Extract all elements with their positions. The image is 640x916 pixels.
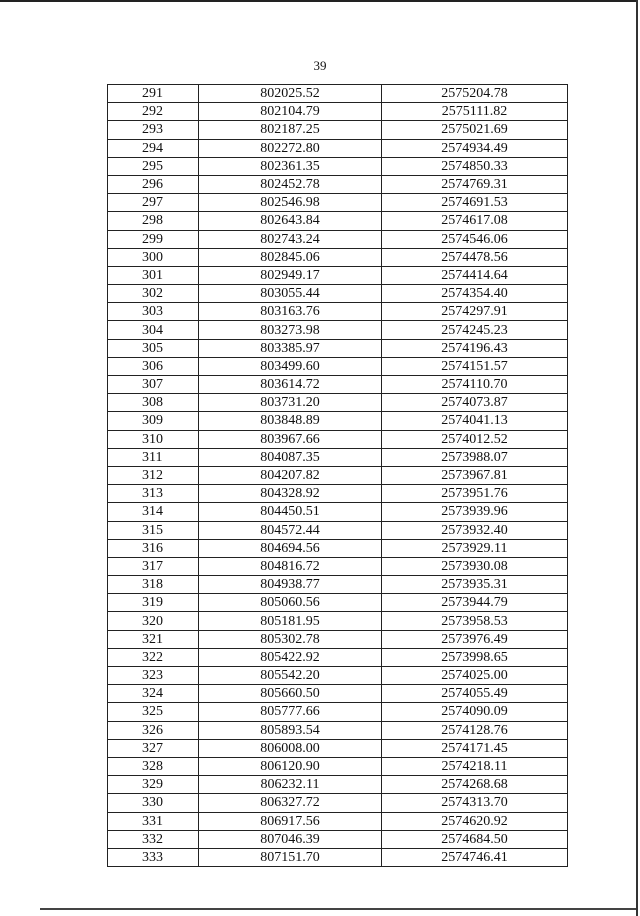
x-coordinate-cell: 807046.39 [199,830,382,848]
y-coordinate-cell: 2573929.11 [382,539,568,557]
point-number-cell: 323 [108,667,199,685]
table-row [108,339,568,357]
x-coordinate-cell: 804328.92 [199,485,382,503]
table-row [108,576,568,594]
y-coordinate-cell: 2574617.08 [382,212,568,230]
point-number-cell: 321 [108,630,199,648]
y-coordinate-cell: 2574055.49 [382,685,568,703]
table-row [108,739,568,757]
x-coordinate-cell: 804694.56 [199,539,382,557]
x-coordinate-cell: 803614.72 [199,376,382,394]
x-coordinate-cell: 802743.24 [199,230,382,248]
y-coordinate-cell: 2574268.68 [382,776,568,794]
y-coordinate-cell: 2573939.96 [382,503,568,521]
point-number-cell: 298 [108,212,199,230]
y-coordinate-cell: 2574313.70 [382,794,568,812]
x-coordinate-cell: 803385.97 [199,339,382,357]
x-coordinate-cell: 803499.60 [199,357,382,375]
table-row [108,830,568,848]
table-row [108,121,568,139]
table-row [108,503,568,521]
point-number-cell: 308 [108,394,199,412]
x-coordinate-cell: 806327.72 [199,794,382,812]
table-row [108,357,568,375]
table-row [108,557,568,575]
point-number-cell: 328 [108,757,199,775]
y-coordinate-cell: 2574012.52 [382,430,568,448]
point-number-cell: 293 [108,121,199,139]
point-number-cell: 303 [108,303,199,321]
table-row [108,103,568,121]
x-coordinate-cell: 802025.52 [199,85,382,103]
x-coordinate-cell: 805777.66 [199,703,382,721]
y-coordinate-cell: 2574684.50 [382,830,568,848]
x-coordinate-cell: 803848.89 [199,412,382,430]
y-coordinate-cell: 2574110.70 [382,376,568,394]
y-coordinate-cell: 2574414.64 [382,266,568,284]
y-coordinate-cell: 2573958.53 [382,612,568,630]
point-number-cell: 294 [108,139,199,157]
x-coordinate-cell: 806917.56 [199,812,382,830]
x-coordinate-cell: 805893.54 [199,721,382,739]
point-number-cell: 312 [108,466,199,484]
table-row [108,321,568,339]
point-number-cell: 301 [108,266,199,284]
y-coordinate-cell: 2574850.33 [382,157,568,175]
table-row [108,667,568,685]
point-number-cell: 332 [108,830,199,848]
point-number-cell: 315 [108,521,199,539]
x-coordinate-cell: 804207.82 [199,466,382,484]
point-number-cell: 295 [108,157,199,175]
point-number-cell: 307 [108,376,199,394]
point-number-cell: 319 [108,594,199,612]
x-coordinate-cell: 807151.70 [199,848,382,866]
y-coordinate-cell: 2574297.91 [382,303,568,321]
x-coordinate-cell: 805181.95 [199,612,382,630]
y-coordinate-cell: 2573998.65 [382,648,568,666]
x-coordinate-cell: 802361.35 [199,157,382,175]
point-number-cell: 317 [108,557,199,575]
table-row [108,157,568,175]
y-coordinate-cell: 2575204.78 [382,85,568,103]
point-number-cell: 325 [108,703,199,721]
x-coordinate-cell: 804087.35 [199,448,382,466]
y-coordinate-cell: 2573944.79 [382,594,568,612]
x-coordinate-cell: 806008.00 [199,739,382,757]
y-coordinate-cell: 2574025.00 [382,667,568,685]
y-coordinate-cell: 2574769.31 [382,175,568,193]
x-coordinate-cell: 802452.78 [199,175,382,193]
y-coordinate-cell: 2574245.23 [382,321,568,339]
point-number-cell: 309 [108,412,199,430]
y-coordinate-cell: 2574746.41 [382,848,568,866]
y-coordinate-cell: 2573951.76 [382,485,568,503]
x-coordinate-cell: 804938.77 [199,576,382,594]
point-number-cell: 313 [108,485,199,503]
table-row [108,430,568,448]
y-coordinate-cell: 2575021.69 [382,121,568,139]
table-row [108,848,568,866]
y-coordinate-cell: 2574128.76 [382,721,568,739]
table-row [108,230,568,248]
table-row [108,721,568,739]
y-coordinate-cell: 2574934.49 [382,139,568,157]
table-row [108,248,568,266]
table-row [108,757,568,775]
point-number-cell: 322 [108,648,199,666]
x-coordinate-cell: 805302.78 [199,630,382,648]
table-row [108,212,568,230]
page-border-bottom [40,908,636,910]
y-coordinate-cell: 2573967.81 [382,466,568,484]
y-coordinate-cell: 2574090.09 [382,703,568,721]
point-number-cell: 297 [108,194,199,212]
x-coordinate-cell: 803273.98 [199,321,382,339]
table-row [108,630,568,648]
point-number-cell: 306 [108,357,199,375]
table-row [108,794,568,812]
table-row [108,266,568,284]
point-number-cell: 302 [108,285,199,303]
y-coordinate-cell: 2575111.82 [382,103,568,121]
point-number-cell: 300 [108,248,199,266]
point-number-cell: 292 [108,103,199,121]
point-number-cell: 327 [108,739,199,757]
point-number-cell: 296 [108,175,199,193]
table-row [108,394,568,412]
table-row [108,285,568,303]
point-number-cell: 318 [108,576,199,594]
page-border-top [0,0,636,2]
table-row [108,594,568,612]
coordinate-table-body [108,85,568,867]
table-row [108,612,568,630]
table-row [108,85,568,103]
point-number-cell: 324 [108,685,199,703]
x-coordinate-cell: 804450.51 [199,503,382,521]
table-row [108,175,568,193]
y-coordinate-cell: 2573976.49 [382,630,568,648]
y-coordinate-cell: 2573930.08 [382,557,568,575]
table-row [108,466,568,484]
x-coordinate-cell: 806232.11 [199,776,382,794]
x-coordinate-cell: 805060.56 [199,594,382,612]
table-row [108,485,568,503]
x-coordinate-cell: 806120.90 [199,757,382,775]
x-coordinate-cell: 802104.79 [199,103,382,121]
point-number-cell: 330 [108,794,199,812]
table-row [108,539,568,557]
y-coordinate-cell: 2574218.11 [382,757,568,775]
point-number-cell: 310 [108,430,199,448]
x-coordinate-cell: 802187.25 [199,121,382,139]
y-coordinate-cell: 2574041.13 [382,412,568,430]
point-number-cell: 311 [108,448,199,466]
x-coordinate-cell: 805422.92 [199,648,382,666]
y-coordinate-cell: 2574620.92 [382,812,568,830]
x-coordinate-cell: 803967.66 [199,430,382,448]
y-coordinate-cell: 2574151.57 [382,357,568,375]
point-number-cell: 299 [108,230,199,248]
x-coordinate-cell: 803055.44 [199,285,382,303]
point-number-cell: 304 [108,321,199,339]
y-coordinate-cell: 2574546.06 [382,230,568,248]
point-number-cell: 320 [108,612,199,630]
y-coordinate-cell: 2574478.56 [382,248,568,266]
y-coordinate-cell: 2573932.40 [382,521,568,539]
point-number-cell: 333 [108,848,199,866]
point-number-cell: 314 [108,503,199,521]
x-coordinate-cell: 805542.20 [199,667,382,685]
x-coordinate-cell: 804816.72 [199,557,382,575]
table-row [108,448,568,466]
y-coordinate-cell: 2573935.31 [382,576,568,594]
table-row [108,303,568,321]
y-coordinate-cell: 2573988.07 [382,448,568,466]
y-coordinate-cell: 2574691.53 [382,194,568,212]
table-row [108,703,568,721]
point-number-cell: 326 [108,721,199,739]
point-number-cell: 316 [108,539,199,557]
table-row [108,194,568,212]
point-number-cell: 331 [108,812,199,830]
point-number-cell: 329 [108,776,199,794]
y-coordinate-cell: 2574196.43 [382,339,568,357]
point-number-cell: 291 [108,85,199,103]
table-row [108,776,568,794]
table-row [108,812,568,830]
x-coordinate-cell: 802949.17 [199,266,382,284]
x-coordinate-cell: 802643.84 [199,212,382,230]
y-coordinate-cell: 2574171.45 [382,739,568,757]
table-row [108,412,568,430]
x-coordinate-cell: 805660.50 [199,685,382,703]
x-coordinate-cell: 802272.80 [199,139,382,157]
point-number-cell: 305 [108,339,199,357]
table-row [108,139,568,157]
x-coordinate-cell: 803731.20 [199,394,382,412]
page-border-right [636,0,638,916]
x-coordinate-cell: 802546.98 [199,194,382,212]
table-row [108,376,568,394]
y-coordinate-cell: 2574073.87 [382,394,568,412]
y-coordinate-cell: 2574354.40 [382,285,568,303]
x-coordinate-cell: 804572.44 [199,521,382,539]
page-number: 39 [313,58,327,73]
table-row [108,685,568,703]
x-coordinate-cell: 802845.06 [199,248,382,266]
table-row [108,521,568,539]
coordinate-table [107,84,568,867]
x-coordinate-cell: 803163.76 [199,303,382,321]
table-row [108,648,568,666]
